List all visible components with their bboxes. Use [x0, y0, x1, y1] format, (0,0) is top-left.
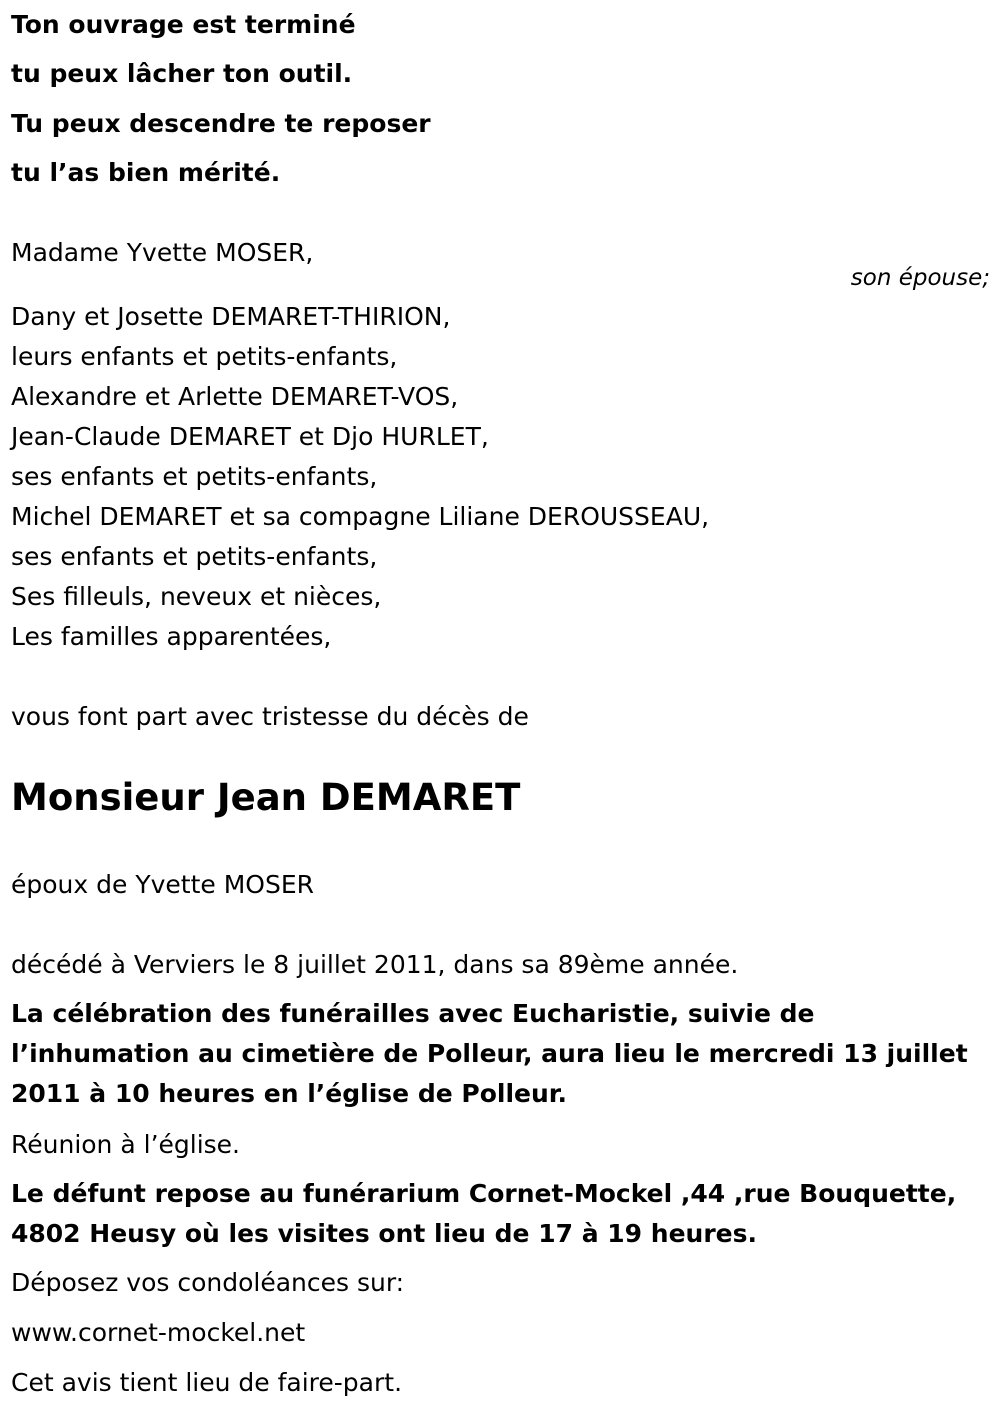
- death-details: décédé à Verviers le 8 juillet 2011, dans sa 89ème année.: [11, 950, 739, 979]
- spouse-role: son épouse;: [850, 265, 990, 291]
- funeral-ceremony: La célébration des funérailles avec Eucharistie, suivie de l’inhumation au cimetière de Polleur, aura lieu le mercredi 13 juillet 2011 à 10 heures en l’église de Polleur.: [11, 999, 968, 1108]
- family-line: ses enfants et petits-enfants,: [11, 542, 378, 571]
- family-line: Les familles apparentées,: [11, 622, 332, 651]
- family-line: Michel DEMARET et sa compagne Liliane DEROUSSEAU,: [11, 502, 710, 531]
- family-line: Ses filleuls, neveux et nièces,: [11, 582, 382, 611]
- family-line: ses enfants et petits-enfants,: [11, 462, 378, 491]
- family-line: Jean-Claude DEMARET et Djo HURLET,: [11, 422, 489, 451]
- poem-line: tu peux lâcher ton outil.: [11, 59, 353, 88]
- website-link[interactable]: www.cornet-mockel.net: [11, 1318, 306, 1347]
- poem-line: Ton ouvrage est terminé: [11, 10, 356, 39]
- deceased-spouse: époux de Yvette MOSER: [11, 870, 314, 899]
- funeral-meeting: Réunion à l’église.: [11, 1130, 241, 1159]
- family-line: Alexandre et Arlette DEMARET-VOS,: [11, 382, 459, 411]
- poem-line: tu l’as bien mérité.: [11, 158, 281, 187]
- notice-text: Cet avis tient lieu de faire-part.: [11, 1368, 403, 1397]
- poem-line: Tu peux descendre te reposer: [11, 109, 431, 138]
- condolences-label: Déposez vos condoléances sur:: [11, 1268, 405, 1297]
- deceased-name: Monsieur Jean DEMARET: [11, 776, 521, 819]
- family-line: leurs enfants et petits-enfants,: [11, 342, 398, 371]
- spouse-name: Madame Yvette MOSER,: [11, 238, 314, 267]
- funeral-resting: Le défunt repose au funérarium Cornet-Mockel ,44 ,rue Bouquette, 4802 Heusy où les visites ont lieu de 17 à 19 heures.: [11, 1179, 957, 1248]
- announcement: vous font part avec tristesse du décès de: [11, 702, 529, 731]
- family-line: Dany et Josette DEMARET-THIRION,: [11, 302, 451, 331]
